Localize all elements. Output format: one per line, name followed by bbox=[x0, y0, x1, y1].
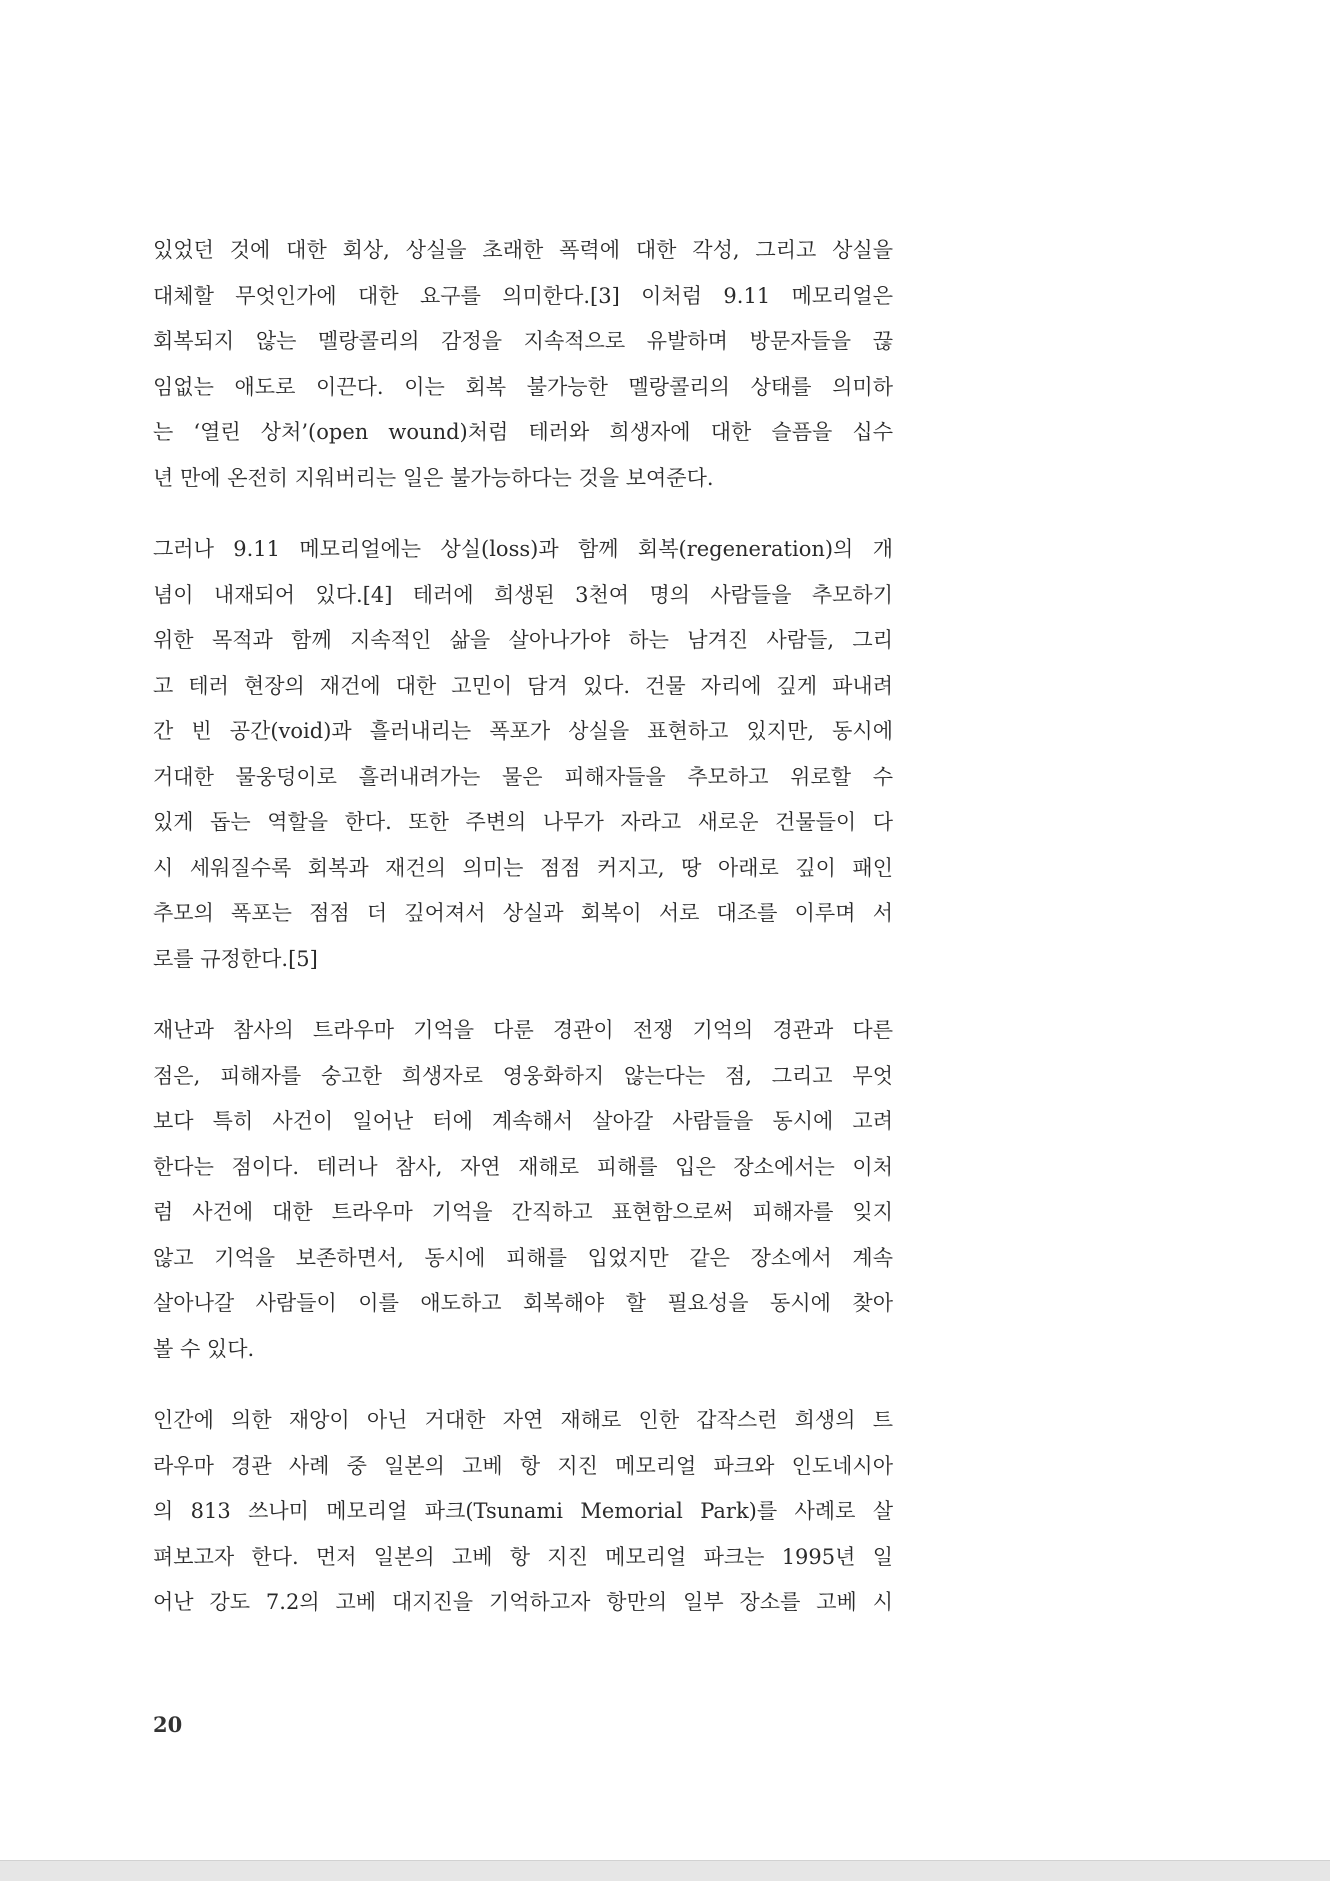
text-line: 로를 규정한다.[5] bbox=[153, 946, 318, 971]
paragraph-2 bbox=[153, 527, 893, 982]
text-line: 펴보고자 한다. 먼저 일본의 고베 항 지진 메모리얼 파크는 1995년 일 bbox=[153, 1544, 893, 1569]
text-line: 살아나갈 사람들이 이를 애도하고 회복해야 할 필요성을 동시에 찾아 bbox=[153, 1291, 893, 1315]
text-line: 라우마 경관 사례 중 일본의 고베 항 지진 메모리얼 파크와 인도네시아 bbox=[153, 1453, 893, 1478]
text-line: 회복되지 않는 멜랑콜리의 감정을 지속적으로 유발하며 방문자들을 끊 bbox=[153, 329, 893, 353]
text-line: 보다 특히 사건이 일어난 터에 계속해서 살아갈 사람들을 동시에 고려 bbox=[153, 1109, 893, 1133]
text-line: 대체할 무엇인가에 대한 요구를 의미한다.[3] 이처럼 9.11 메모리얼은 bbox=[153, 283, 893, 308]
text-line: 어난 강도 7.2의 고베 대지진을 기억하고자 항만의 일부 장소를 고베 시 bbox=[153, 1590, 893, 1614]
text-line: 념이 내재되어 있다.[4] 테러에 희생된 3천여 명의 사람들을 추모하기 bbox=[153, 582, 893, 607]
text-line: 볼 수 있다. bbox=[153, 1336, 255, 1361]
text-line: 시 세워질수록 회복과 재건의 의미는 점점 커지고, 땅 아래로 깊이 패인 bbox=[153, 855, 893, 880]
text-line: 거대한 물웅덩이로 흘러내려가는 물은 피해자들을 추모하고 위로할 수 bbox=[153, 764, 893, 789]
text-line: 의 813 쓰나미 메모리얼 파크(Tsunami Memorial Park)를 사례로 살 bbox=[153, 1499, 893, 1523]
text-line: 임없는 애도로 이끈다. 이는 회복 불가능한 멜랑콜리의 상태를 의미하 bbox=[153, 374, 893, 399]
text-line: 간 빈 공간(void)과 흘러내리는 폭포가 상실을 표현하고 있지만, 동시에 bbox=[153, 719, 893, 743]
text-line: 는 ‘열린 상처’(open wound)처럼 테러와 희생자에 대한 슬픔을 십수 bbox=[153, 420, 893, 444]
text-line: 있었던 것에 대한 회상, 상실을 초래한 폭력에 대한 각성, 그리고 상실을 bbox=[153, 238, 893, 262]
text-line: 인간에 의한 재앙이 아닌 거대한 자연 재해로 인한 갑작스런 희생의 트 bbox=[153, 1408, 893, 1432]
text-line: 고 테러 현장의 재건에 대한 고민이 담겨 있다. 건물 자리에 깊게 파내려 bbox=[153, 673, 893, 698]
page-number: 20 bbox=[153, 1712, 183, 1737]
text-line: 년 만에 온전히 지워버리는 일은 불가능하다는 것을 보여준다. bbox=[153, 465, 714, 490]
text-line: 재난과 참사의 트라우마 기억을 다룬 경관이 전쟁 기억의 경관과 다른 bbox=[153, 1018, 893, 1042]
paragraph-4 bbox=[153, 1398, 893, 1626]
text-line: 않고 기억을 보존하면서, 동시에 피해를 입었지만 같은 장소에서 계속 bbox=[153, 1245, 893, 1270]
text-line: 그러나 9.11 메모리얼에는 상실(loss)과 함께 회복(regeneration)의 개 bbox=[153, 537, 893, 561]
text-line: 럼 사건에 대한 트라우마 기억을 간직하고 표현함으로써 피해자를 잊지 bbox=[153, 1200, 893, 1224]
text-line: 점은, 피해자를 숭고한 희생자로 영웅화하지 않는다는 점, 그리고 무엇 bbox=[153, 1063, 893, 1088]
paragraph-1 bbox=[153, 228, 893, 501]
text-line: 위한 목적과 함께 지속적인 삶을 살아나가야 하는 남겨진 사람들, 그리 bbox=[153, 628, 893, 652]
text-line: 한다는 점이다. 테러나 참사, 자연 재해로 피해를 입은 장소에서는 이처 bbox=[153, 1154, 893, 1179]
text-line: 추모의 폭포는 점점 더 깊어져서 상실과 회복이 서로 대조를 이루며 서 bbox=[153, 901, 893, 925]
paragraph-3 bbox=[153, 1008, 893, 1372]
viewer-bottom-edge bbox=[0, 1860, 1330, 1881]
text-line: 있게 돕는 역할을 한다. 또한 주변의 나무가 자라고 새로운 건물들이 다 bbox=[153, 810, 893, 834]
body-text bbox=[153, 228, 893, 1652]
